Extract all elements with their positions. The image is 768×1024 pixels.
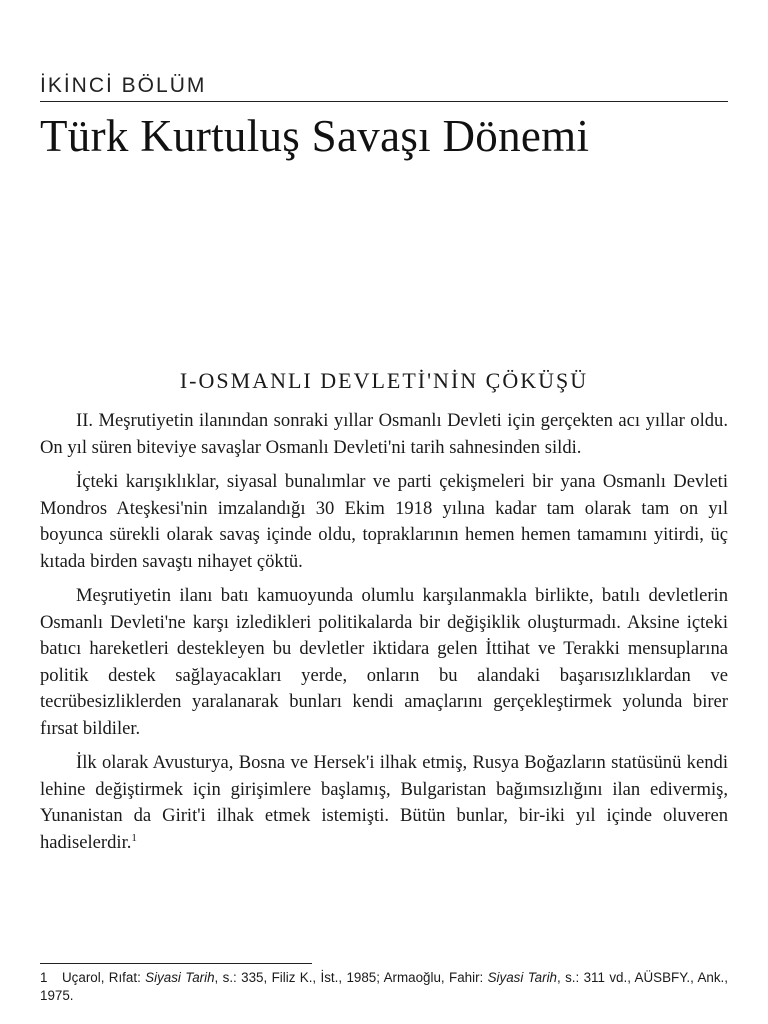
footnote-ref[interactable]: 1 [131, 831, 137, 844]
footnote-rule [40, 963, 312, 964]
chapter-title: Türk Kurtuluş Savaşı Dönemi [40, 111, 590, 161]
section-heading: I-OSMANLI DEVLETİ'NİN ÇÖKÜŞÜ [179, 368, 589, 393]
body-text [40, 408, 728, 864]
paragraph-2: İçteki karışıklıklar, siyasal bunalımlar ve parti çekişmeleri bir yana Osmanlı Devleti Mondros Ateşkesi'nin imzalandığı 30 Ekim 1918 yılına kadar tam olarak tam on yıl boyunca sürekli olarak savaş içinde oldu, topraklarının hemen hemen tamamını yitirdi, üç kıtada birden savaştı nihayet çöktü. [40, 471, 728, 572]
footnote-title-2: Siyasi Tarih [487, 970, 557, 985]
paragraph-3: Meşrutiyetin ilanı batı kamuoyunda olumlu karşılanmakla birlikte, batılı devletlerin Osmanlı Devleti'ne karşı izledikleri politikalarda bir değişiklik oluşturmadı. Aksine içteki batıcı hareketleri destekleyen bu devletler iktidara gelen İttihat ve Terakki mensuplarına politik destek sağlayacakları yerde, onların bu alandaki başarısızlıklardan ve tecrübesizliklerden yaralanarak bunları kendi amaçlarını gerçekleştirmek yolunda birer fırsat bildiler. [40, 585, 728, 739]
footnote-text-2: , s.: 335, Filiz K., İst., 1985; Armaoğlu, Fahir: [214, 970, 488, 985]
footnote-number: 1 [40, 970, 48, 985]
footnote-text-1: Uçarol, Rıfat: [62, 970, 146, 985]
paragraph-1: II. Meşrutiyetin ilanından sonraki yıllar Osmanlı Devleti için gerçekten acı yıllar oldu. On yıl süren biteviye savaşlar Osmanlı Devleti'ni tarih sahnesinden sildi. [40, 410, 728, 458]
footnote-text-3: , s.: 311 vd., AÜSBFY., Ank., 1975. [40, 970, 728, 1003]
paragraph-4-text: İlk olarak Avusturya, Bosna ve Hersek'i ilhak etmiş, Rusya Boğazların statüsünü kendi lehine değiştirmek için girişimlere başlamış, Bulgaristan bağımsızlığını ilan edivermiş, Yunanistan da Girit'i ilhak etmek istemişti. Bütün bunlar, bir-iki yıl içinde oluveren hadiselerdir. [40, 752, 728, 853]
paragraph-4 [40, 750, 728, 856]
footnote [40, 969, 728, 1005]
part-label: İKİNCİ BÖLÜM [40, 74, 207, 97]
footnote-title-1: Siyasi Tarih [145, 970, 215, 985]
part-rule [40, 101, 728, 102]
